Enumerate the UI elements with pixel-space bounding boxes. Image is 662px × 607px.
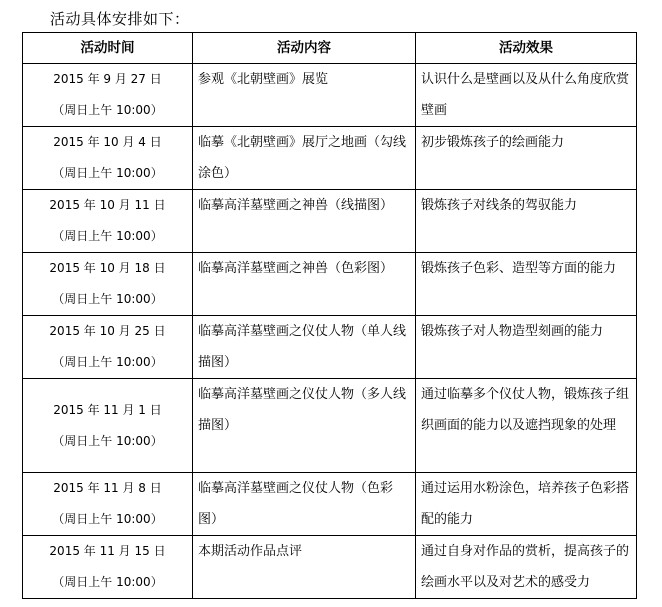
activity-content: 临摹高洋墓壁画之神兽（色彩图） xyxy=(198,261,394,276)
activity-hour: （周日上午 10:00） xyxy=(52,512,163,526)
activity-effect: 锻炼孩子对人物造型刻画的能力 xyxy=(421,324,604,339)
activity-effect-cell xyxy=(416,473,637,536)
activity-content-cell xyxy=(193,316,416,379)
activity-hour: （周日上午 10:00） xyxy=(52,166,163,180)
activity-time-cell xyxy=(23,379,193,473)
activity-content-cell xyxy=(193,473,416,536)
activity-content: 临摹高洋墓壁画之仪仗人物（多人线描图） xyxy=(198,387,407,433)
header-activity-effect: 活动效果 xyxy=(416,33,637,64)
activity-effect-cell xyxy=(416,127,637,190)
activity-content-cell xyxy=(193,379,416,473)
activity-content-cell xyxy=(193,190,416,253)
activity-effect: 初步锻炼孩子的绘画能力 xyxy=(421,135,565,150)
intro-text: 活动具体安排如下： xyxy=(50,10,190,28)
activity-time-cell xyxy=(23,253,193,316)
table-row xyxy=(23,64,637,127)
activity-content: 临摹高洋墓壁画之仪仗人物（色彩图） xyxy=(198,481,394,527)
activity-time-cell xyxy=(23,64,193,127)
activity-effect-cell xyxy=(416,536,637,599)
activity-content: 本期活动作品点评 xyxy=(198,544,303,559)
activity-effect: 通过临摹多个仪仗人物，锻炼孩子组织画面的能力以及遮挡现象的处理 xyxy=(421,387,630,433)
activity-content-cell xyxy=(193,64,416,127)
activity-time-cell xyxy=(23,190,193,253)
activity-hour: （周日上午 10:00） xyxy=(52,292,163,306)
activity-content: 临摹高洋墓壁画之仪仗人物（单人线描图） xyxy=(198,324,407,370)
table-row xyxy=(23,536,637,599)
activity-hour: （周日上午 10:00） xyxy=(52,355,163,369)
activity-content: 临摹《北朝壁画》展厅之地画（勾线涂色） xyxy=(198,135,407,181)
activity-effect-cell xyxy=(416,190,637,253)
activity-effect: 认识什么是壁画以及从什么角度欣赏壁画 xyxy=(421,72,630,118)
activity-date: 2015 年 10 月 11 日 xyxy=(49,198,166,212)
activity-hour: （周日上午 10:00） xyxy=(52,575,163,589)
table-row xyxy=(23,316,637,379)
table-row xyxy=(23,473,637,536)
activity-content-cell xyxy=(193,536,416,599)
activity-time-cell xyxy=(23,536,193,599)
activity-time-cell xyxy=(23,127,193,190)
table-row xyxy=(23,253,637,316)
activity-effect-cell xyxy=(416,64,637,127)
header-activity-content: 活动内容 xyxy=(193,33,416,64)
table-row xyxy=(23,127,637,190)
activity-content: 临摹高洋墓壁画之神兽（线描图） xyxy=(198,198,394,213)
activity-content-cell xyxy=(193,253,416,316)
activity-content-cell xyxy=(193,127,416,190)
activity-date: 2015 年 10 月 25 日 xyxy=(49,324,166,338)
activity-date: 2015 年 10 月 18 日 xyxy=(49,261,166,275)
activity-time-cell xyxy=(23,316,193,379)
activity-effect: 通过运用水粉涂色，培养孩子色彩搭配的能力 xyxy=(421,481,630,527)
activity-effect: 锻炼孩子色彩、造型等方面的能力 xyxy=(421,261,617,276)
activity-date: 2015 年 11 月 15 日 xyxy=(49,544,166,558)
table-header-row xyxy=(23,33,637,64)
activity-time-cell xyxy=(23,473,193,536)
activity-date: 2015 年 9 月 27 日 xyxy=(53,72,162,86)
activity-date: 2015 年 10 月 4 日 xyxy=(53,135,162,149)
activity-effect: 锻炼孩子对线条的驾驭能力 xyxy=(421,198,578,213)
activity-effect-cell xyxy=(416,316,637,379)
activity-effect: 通过自身对作品的赏析，提高孩子的绘画水平以及对艺术的感受力 xyxy=(421,544,630,590)
activity-hour: （周日上午 10:00） xyxy=(52,229,163,243)
activity-hour: （周日上午 10:00） xyxy=(52,103,163,117)
activity-schedule-table xyxy=(22,32,637,599)
activity-date: 2015 年 11 月 8 日 xyxy=(53,481,162,495)
activity-content: 参观《北朝壁画》展览 xyxy=(198,72,329,87)
header-activity-time: 活动时间 xyxy=(23,33,193,64)
activity-date: 2015 年 11 月 1 日 xyxy=(53,402,162,417)
table-row xyxy=(23,190,637,253)
activity-effect-cell xyxy=(416,379,637,473)
activity-effect-cell xyxy=(416,253,637,316)
table-row xyxy=(23,379,637,473)
activity-hour: （周日上午 10:00） xyxy=(52,433,163,448)
